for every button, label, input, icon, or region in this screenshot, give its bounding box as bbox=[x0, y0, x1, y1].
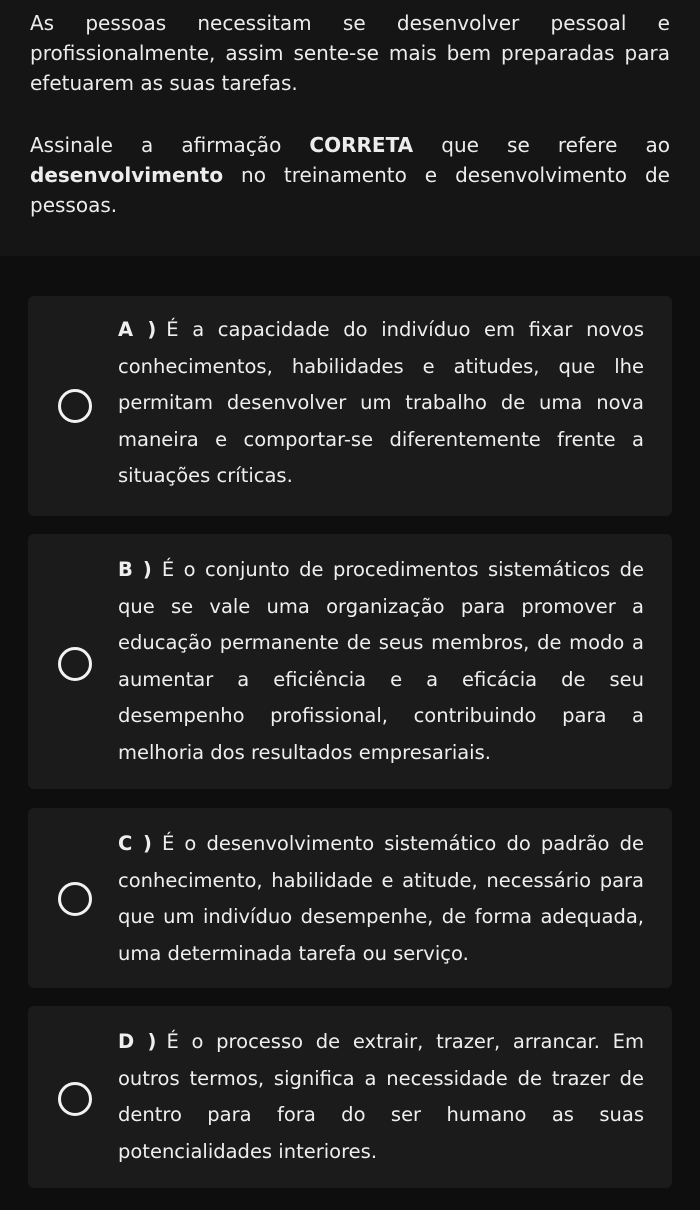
option-b[interactable] bbox=[28, 534, 672, 789]
option-d-letter: D ) bbox=[118, 1030, 157, 1053]
option-b-text: É o conjunto de procedimentos sistemáticos de que se vale uma organização para promover a educação permanente de seus membros, de modo a aumentar a eficiência e a eficácia de seu desempenho profissional, contribuindo para a melhoria dos resultados empresariais. bbox=[118, 558, 644, 764]
option-a[interactable] bbox=[28, 296, 672, 516]
option-b-letter: B ) bbox=[118, 558, 152, 581]
option-c-text-block bbox=[118, 826, 644, 972]
option-a-letter: A ) bbox=[118, 318, 157, 341]
prompt-emphasis-desenvolvimento: desenvolvimento bbox=[30, 163, 224, 187]
prompt-text-1: Assinale a afirmação bbox=[30, 133, 310, 157]
option-d-text-block bbox=[118, 1024, 644, 1170]
option-d-text: É o processo de extrair, trazer, arrancar. Em outros termos, significa a necessidade de trazer de dentro para fora do ser humano as suas potencialidades interiores. bbox=[118, 1030, 644, 1163]
option-c-letter: C ) bbox=[118, 832, 152, 855]
radio-button-a[interactable] bbox=[58, 389, 92, 423]
radio-button-b[interactable] bbox=[58, 647, 92, 681]
option-c[interactable] bbox=[28, 808, 672, 988]
prompt-text-3: no treinamento e desenvolvimento de pessoas. bbox=[30, 163, 670, 217]
option-d[interactable] bbox=[28, 1006, 672, 1188]
prompt-text-2: que se refere ao bbox=[413, 133, 671, 157]
radio-button-c[interactable] bbox=[58, 882, 92, 916]
option-a-text: É a capacidade do indivíduo em fixar novos conhecimentos, habilidades e atitudes, que lhe permitam desenvolver um trabalho de uma nova maneira e comportar-se diferentemente frente a situações críticas. bbox=[118, 318, 644, 487]
question-prompt bbox=[30, 130, 670, 220]
option-c-text: É o desenvolvimento sistemático do padrão de conhecimento, habilidade e atitude, necessário para que um indivíduo desempenhe, de forma adequada, uma determinada tarefa ou serviço. bbox=[118, 832, 644, 965]
option-b-text-block bbox=[118, 552, 644, 771]
question-intro: As pessoas necessitam se desenvolver pessoal e profissionalmente, assim sente-se mais bem preparadas para efetuarem as suas tarefas. bbox=[30, 11, 670, 95]
radio-button-d[interactable] bbox=[58, 1082, 92, 1116]
prompt-emphasis-correta: CORRETA bbox=[309, 133, 414, 157]
option-a-text-block bbox=[118, 312, 644, 495]
question-panel bbox=[0, 0, 700, 256]
